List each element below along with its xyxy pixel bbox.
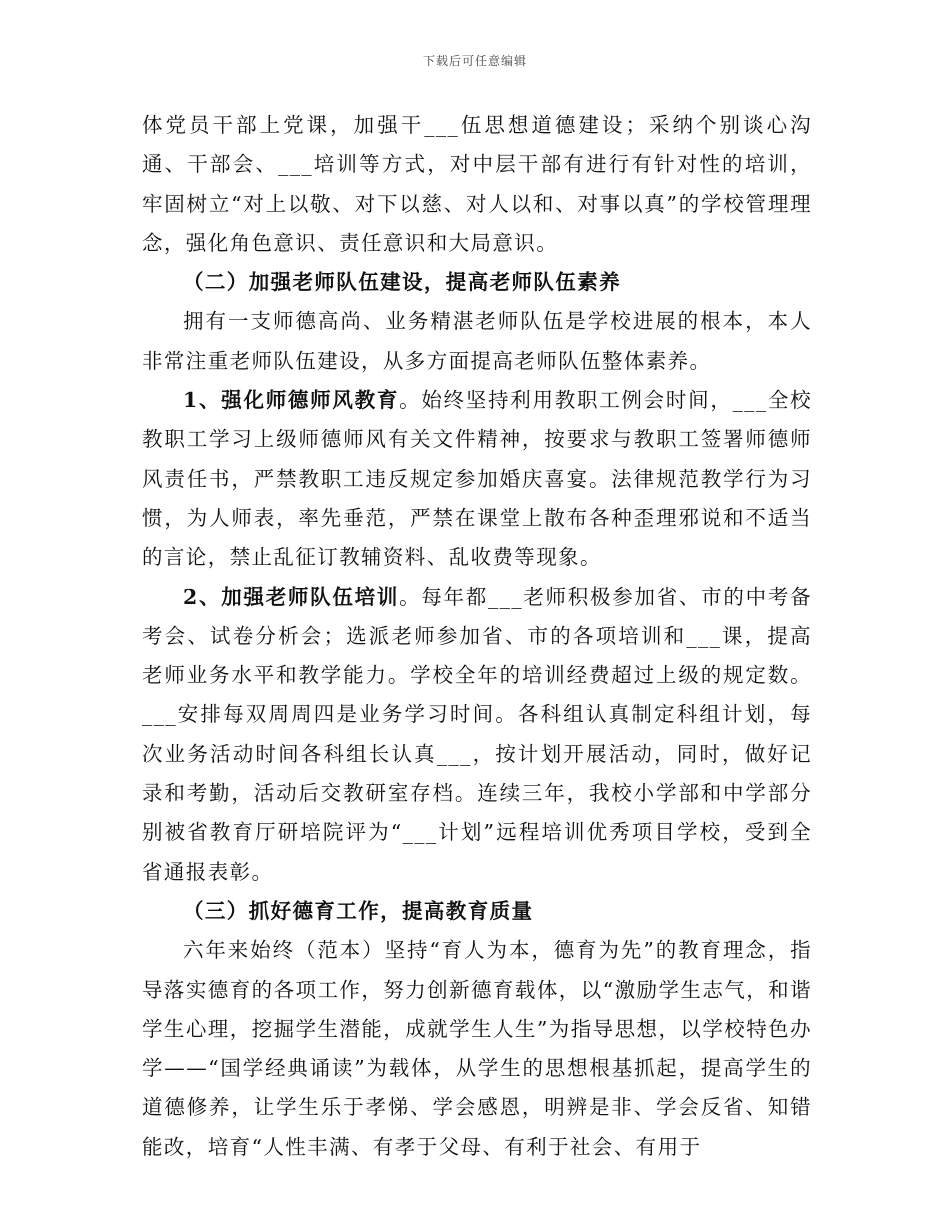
- paragraph-ethics-education: [142, 381, 812, 577]
- section-heading-teacher-team: （二）加强老师队伍建设，提高老师队伍素养: [183, 270, 621, 295]
- paragraph-moral-education: 六年来始终（范本）坚持“育人为本，德育为先”的教育理念，指导落实德育的各项工作，努力创新德育载体，以“激励学生志气，和谐学生心理，挖掘学生潜能，成就学生人生”为指导思想，以学校特色办学——“国学经典诵读”为载体，从学生的思想根基抓起，提高学生的道德修养，让学生乐于孝悌、学会感恩，明辨是非、学会反省、知错能改，培育“人性丰满、有孝于父母、有利于社会、有用于: [142, 938, 812, 1159]
- paragraph-teacher-training: [142, 578, 812, 892]
- paragraph-ethics-education-body: 。始终坚持利用教职工例会时间，___全校教职工学习上级师德师风有关文件精神，按要求与教职工签署师德师风责任书，严禁教职工违反规定参加婚庆喜宴。法律规范教学行为习惯，为人师表，率先垂范，严禁在课堂上散布各种歪理邪说和不适当的言论，禁止乱征订教辅资料、乱收费等现象。: [142, 388, 812, 570]
- document-body: [142, 106, 812, 1167]
- paragraph-teacher-training-body: 。每年都___老师积极参加省、市的中考备考会、试卷分析会；选派老师参加省、市的各项培训和___课，提高老师业务水平和教学能力。学校全年的培训经费超过上级的规定数。___安排每双周周四是业务学习时间。各科组认真制定科组计划，每次业务活动时间各科组长认真___，按计划开展活动，同时，做好记录和考勤，活动后交教研室存档。连续三年，我校小学部和中学部分别被省教育厅研培院评为“___计划”远程培训优秀项目学校，受到全省通报表彰。: [142, 584, 812, 884]
- subheading-ethics-education: 1、强化师德师风教育: [183, 388, 400, 413]
- paragraph-teacher-team-intro: 拥有一支师德高尚、业务精湛老师队伍是学校进展的根本，本人非常注重老师队伍建设，从多方面提高老师队伍整体素养。: [142, 309, 812, 373]
- subheading-teacher-training: 2、加强老师队伍培训: [183, 584, 400, 609]
- section-heading-moral-education: （三）抓好德育工作，提高教育质量: [183, 898, 534, 923]
- paragraph-party-training: 体党员干部上党课，加强干___伍思想道德建设；采纳个别谈心沟通、干部会、___培训等方式，对中层干部有进行有针对性的培训，牢固树立“对上以敬、对下以慈、对人以和、对事以真”的学校管理理念，强化角色意识、责任意识和大局意识。: [142, 113, 812, 255]
- page-header: 下载后可任意编辑: [422, 54, 527, 68]
